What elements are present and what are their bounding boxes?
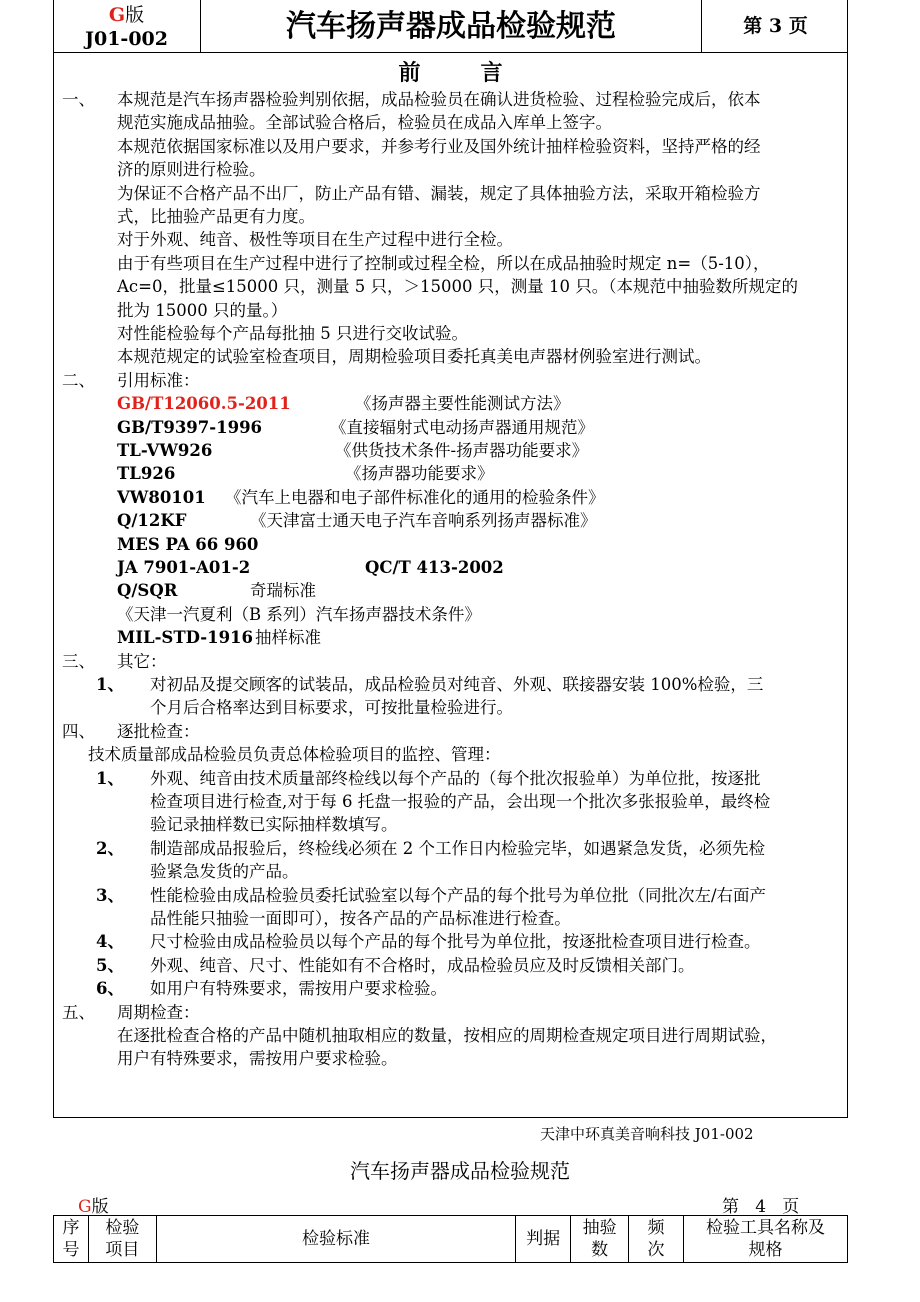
reference-name: 《天津一汽夏利（B 系列）汽车扬声器技术条件》 [117, 604, 481, 624]
paragraph-line: 批为 15000 只的量。） [117, 300, 288, 320]
item-number: 5、 [96, 955, 124, 975]
section-number: 一、 [62, 90, 95, 109]
paragraph-line: 品性能只抽验一面即可），按各产品的产品标准进行检查。 [150, 909, 571, 928]
item-number: 6、 [96, 979, 124, 999]
col-standard: 检验标准 [156, 1216, 515, 1263]
paragraph-line: 检查项目进行检查,对于每 6 托盘一报验的产品，会出现一个批次多张报验单，最终检 [150, 792, 771, 811]
doc-number: J01-002 [85, 28, 168, 50]
col-frequency: 频次 [629, 1216, 684, 1263]
doc-title: 汽车扬声器成品检验规范 [286, 9, 616, 44]
paragraph-line: 式，比抽验产品更有力度。 [117, 207, 315, 226]
item-number: 1、 [96, 675, 124, 694]
paragraph-line: 由于有些项目在生产过程中进行了控制或过程全检，所以在成品抽验时规定 n=（5-10）， [117, 253, 770, 273]
section-heading: 周期检查： [117, 1002, 200, 1022]
page-number: 第 3 页 [743, 15, 808, 37]
paragraph-line: 济的原则进行检验。 [117, 160, 266, 180]
paragraph-line: 性能检验由成品检验员委托试验室以每个产品的每个批号为单位批（同批次左/右面产 [150, 885, 767, 905]
reference-code: Q/SQR [117, 581, 178, 601]
reference-code: GB/T9397-1996 [117, 417, 263, 437]
divider [701, 0, 702, 53]
paragraph-line: 本规范是汽车扬声器检验判别依据，成品检验员在确认进货检验、过程检验完成后，依本 [117, 90, 761, 109]
item-number: 2、 [96, 838, 124, 858]
reference-code: VW80101 [117, 487, 206, 507]
section-title: 前言 [398, 60, 563, 86]
paragraph-line: 对于外观、纯音、极性等项目在生产过程中进行全检。 [117, 230, 513, 250]
item-number: 4、 [96, 932, 124, 952]
reference-name: 《直接辐射式电动扬声器通用规范》 [330, 417, 594, 437]
paragraph-line: 如用户有特殊要求，需按用户要求检验。 [150, 979, 447, 999]
paragraph-line: 制造部成品报验后，终检线必须在 2 个工作日内检验完毕，如遇紧急发货，必须先检 [150, 838, 765, 858]
col-sample-size: 抽验数 [571, 1216, 629, 1263]
inspection-table [53, 1215, 848, 1263]
table-header-row [54, 1216, 848, 1263]
section-number: 三、 [62, 651, 95, 671]
paragraph-line: 规范实施成品抽验。全部试验合格后，检验员在成品入库单上签字。 [117, 113, 612, 133]
col-criteria: 判据 [516, 1216, 571, 1263]
section-heading: 逐批检查： [117, 721, 200, 741]
footer-note: 天津中环真美音响科技 J01-002 [540, 1125, 754, 1143]
reference-code: MIL-STD-1916 [117, 628, 254, 648]
paragraph-line: 外观、纯音由技术质量部终检线以每个产品的（每个批次报验单）为单位批，按逐批 [150, 768, 761, 788]
section-number: 四、 [62, 721, 95, 741]
reference-code: Q/12KF [117, 511, 187, 531]
reference-name: 《扬声器主要性能测试方法》 [355, 394, 570, 414]
paragraph-line: 个月后合格率达到目标要求，可按批量检验进行。 [150, 698, 513, 718]
paragraph-line: 用户有特殊要求，需按用户要求检验。 [117, 1049, 398, 1069]
paragraph-line: 尺寸检验由成品检验员以每个产品的每个批号为单位批，按逐批检查项目进行检查。 [150, 932, 761, 952]
paragraph-line: 为保证不合格产品不出厂，防止产品有错、漏装，规定了具体抽验方法，采取开箱检验方 [117, 183, 761, 203]
paragraph-line: 本规范依据国家标准以及用户要求，并参考行业及国外统计抽样检验资料，坚持严格的经 [117, 136, 761, 156]
paragraph-line: 对初品及提交顾客的试装品，成品检验员对纯音、外观、联接器安装 100%检验，三 [150, 675, 764, 694]
version-label: G版 [108, 4, 145, 26]
paragraph-line: 验记录抽样数已实际抽样数填写。 [150, 815, 398, 835]
reference-name: 抽样标准 [255, 628, 322, 648]
section-heading: 其它： [117, 651, 167, 671]
header-row [53, 0, 848, 53]
paragraph-line: 对性能检验每个产品每批抽 5 只进行交收试验。 [117, 324, 468, 343]
col-index: 序号 [54, 1216, 89, 1263]
page2-version: G版 [78, 1197, 109, 1217]
col-item: 检验项目 [88, 1216, 156, 1263]
reference-name: 《天津富士通天电子汽车音响系列扬声器标准》 [250, 511, 597, 531]
paragraph-line: Ac=0，批量≤15000 只，测量 5 只，＞15000 只，测量 10 只。（本规范中抽验数所规定的 [117, 277, 798, 297]
reference-code: TL-VW926 [117, 441, 213, 460]
col-tools: 检验工具名称及规格 [684, 1216, 848, 1263]
section-number: 五、 [62, 1002, 95, 1022]
reference-code: TL926 [117, 464, 176, 484]
item-number: 3、 [96, 885, 124, 905]
reference-name: 《汽车上电器和电子部件标准化的通用的检验条件》 [225, 487, 605, 507]
page2-page-number: 第 4 页 [722, 1197, 800, 1217]
paragraph-line: 外观、纯音、尺寸、性能如有不合格时，成品检验员应及时反馈相关部门。 [150, 955, 695, 975]
paragraph-line: 本规范规定的试验室检查项目，周期检验项目委托真美电声器材例验室进行测试。 [117, 347, 711, 367]
page2-title: 汽车扬声器成品检验规范 [350, 1159, 570, 1183]
reference-code: MES PA 66 960 [117, 534, 259, 554]
reference-name: QC/T 413-2002 [365, 558, 504, 577]
reference-code: GB/T12060.5-2011 [117, 394, 291, 414]
item-number: 1、 [96, 768, 124, 788]
paragraph-line: 验紧急发货的产品。 [150, 862, 299, 882]
reference-name: 奇瑞标准 [250, 581, 316, 601]
reference-name: 《供货技术条件-扬声器功能要求》 [335, 441, 589, 460]
section-heading: 引用标准： [117, 370, 200, 390]
reference-name: 《扬声器功能要求》 [345, 464, 494, 484]
paragraph-line: 技术质量部成品检验员负责总体检验项目的监控、管理： [88, 745, 501, 765]
paragraph-line: 在逐批检查合格的产品中随机抽取相应的数量，按相应的周期检查规定项目进行周期试验， [117, 1026, 777, 1045]
section-number: 二、 [62, 370, 95, 390]
reference-code: JA 7901-A01-2 [117, 558, 251, 577]
